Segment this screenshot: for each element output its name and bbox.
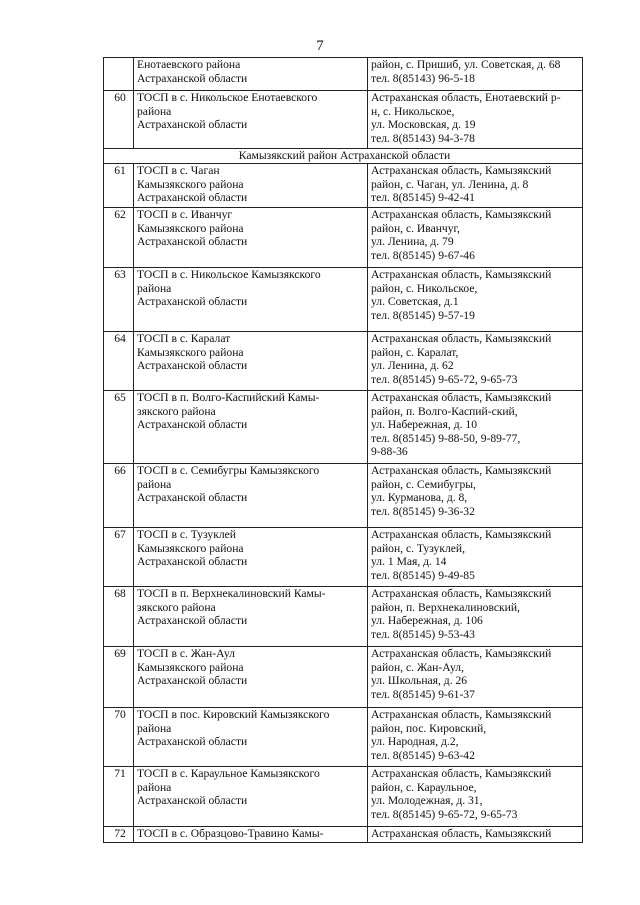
- table-row: [104, 391, 583, 464]
- row-number-cell: 61: [104, 164, 134, 208]
- office-name-cell: ТОСП в с. Жан-Аул Камызякского района Астраханской области: [134, 647, 368, 708]
- table-row: [104, 332, 583, 391]
- row-number-cell: 66: [104, 464, 134, 528]
- row-number-cell: [104, 58, 134, 91]
- address-cell: Астраханская область, Енотаевский р- н, с. Никольское, ул. Московская, д. 19 тел. 8(85143) 94-3-78: [368, 91, 583, 149]
- row-number-cell: 65: [104, 391, 134, 464]
- table-row: [104, 767, 583, 827]
- office-name-cell: ТОСП в с. Иванчуг Камызякского района Астраханской области: [134, 208, 368, 268]
- row-number-cell: 60: [104, 91, 134, 149]
- registry-table: [103, 57, 583, 843]
- office-name-cell: ТОСП в с. Образцово-Травино Камы-: [134, 827, 368, 843]
- table-row: [104, 164, 583, 208]
- address-cell: Астраханская область, Камызякский район, с. Семибугры, ул. Курманова, д. 8, тел. 8(85145) 9-36-32: [368, 464, 583, 528]
- office-name-cell: ТОСП в с. Никольское Камызякского района Астраханской области: [134, 268, 368, 332]
- address-cell: Астраханская область, Камызякский район, с. Никольское, ул. Советская, д.1 тел. 8(85145) 9-57-19: [368, 268, 583, 332]
- address-cell: Астраханская область, Камызякский район, с. Иванчуг, ул. Ленина, д. 79 тел. 8(85145) 9-67-46: [368, 208, 583, 268]
- office-name-cell: ТОСП в с. Караульное Камызякского района Астраханской области: [134, 767, 368, 827]
- table-row: [104, 58, 583, 91]
- table-row: [104, 91, 583, 149]
- office-name-cell: ТОСП в п. Верхнекалиновский Камы- зякского района Астраханской области: [134, 587, 368, 647]
- row-number-cell: 68: [104, 587, 134, 647]
- table-row: [104, 208, 583, 268]
- row-number-cell: 72: [104, 827, 134, 843]
- section-header-row: [104, 149, 583, 164]
- table-row: [104, 464, 583, 528]
- address-cell: район, с. Пришиб, ул. Советская, д. 68 тел. 8(85143) 96-5-18: [368, 58, 583, 91]
- address-cell: Астраханская область, Камызякский район, с. Тузуклей, ул. 1 Мая, д. 14 тел. 8(85145) 9-49-85: [368, 528, 583, 587]
- office-name-cell: Енотаевского района Астраханской области: [134, 58, 368, 91]
- office-name-cell: ТОСП в с. Чаган Камызякского района Астраханской области: [134, 164, 368, 208]
- row-number-cell: 62: [104, 208, 134, 268]
- address-cell: Астраханская область, Камызякский район, п. Волго-Каспий-ский, ул. Набережная, д. 10 тел. 8(85145) 9-88-50, 9-89-77, 9-88-36: [368, 391, 583, 464]
- row-number-cell: 70: [104, 708, 134, 767]
- address-cell: Астраханская область, Камызякский район, пос. Кировский, ул. Народная, д.2, тел. 8(85145) 9-63-42: [368, 708, 583, 767]
- table-row: [104, 827, 583, 843]
- row-number-cell: 69: [104, 647, 134, 708]
- address-cell: Астраханская область, Камызякский район, с. Чаган, ул. Ленина, д. 8 тел. 8(85145) 9-42-41: [368, 164, 583, 208]
- office-name-cell: ТОСП в с. Семибугры Камызякского района Астраханской области: [134, 464, 368, 528]
- office-name-cell: ТОСП в п. Волго-Каспийский Камы- зякского района Астраханской области: [134, 391, 368, 464]
- office-name-cell: ТОСП в с. Тузуклей Камызякского района Астраханской области: [134, 528, 368, 587]
- section-title: Камызякский район Астраханской области: [104, 149, 583, 164]
- office-name-cell: ТОСП в с. Никольское Енотаевского района Астраханской области: [134, 91, 368, 149]
- address-cell: Астраханская область, Камызякский район, п. Верхнекалиновский, ул. Набережная, д. 106 тел. 8(85145) 9-53-43: [368, 587, 583, 647]
- address-cell: Астраханская область, Камызякский район, с. Жан-Аул, ул. Школьная, д. 26 тел. 8(85145) 9-61-37: [368, 647, 583, 708]
- table-row: [104, 528, 583, 587]
- table-row: [104, 268, 583, 332]
- address-cell: Астраханская область, Камызякский: [368, 827, 583, 843]
- office-name-cell: ТОСП в пос. Кировский Камызякского района Астраханской области: [134, 708, 368, 767]
- page-number: 7: [316, 38, 324, 54]
- table-row: [104, 647, 583, 708]
- address-cell: Астраханская область, Камызякский район, с. Каралат, ул. Ленина, д. 62 тел. 8(85145) 9-65-72, 9-65-73: [368, 332, 583, 391]
- table-row: [104, 708, 583, 767]
- address-cell: Астраханская область, Камызякский район, с. Караульное, ул. Молодежная, д. 31, тел. 8(85145) 9-65-72, 9-65-73: [368, 767, 583, 827]
- row-number-cell: 71: [104, 767, 134, 827]
- row-number-cell: 67: [104, 528, 134, 587]
- office-name-cell: ТОСП в с. Каралат Камызякского района Астраханской области: [134, 332, 368, 391]
- table-row: [104, 587, 583, 647]
- row-number-cell: 64: [104, 332, 134, 391]
- row-number-cell: 63: [104, 268, 134, 332]
